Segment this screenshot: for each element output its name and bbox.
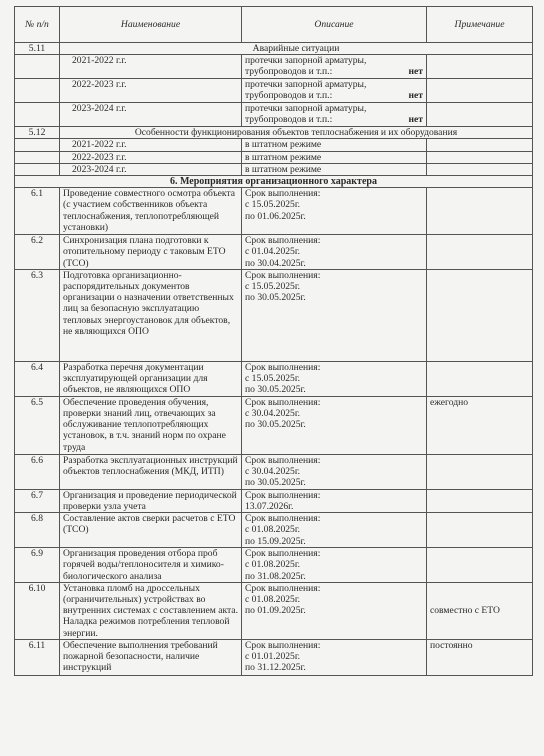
item-note: ежегодно bbox=[427, 396, 533, 454]
deadline-line: по 30.05.2025г. bbox=[245, 477, 306, 489]
desc-cell bbox=[242, 79, 427, 103]
header-num: № п/п bbox=[15, 7, 60, 43]
deadline-line: по 30.05.2025г. bbox=[245, 419, 306, 431]
deadline-line: по 01.09.2025г. bbox=[245, 605, 306, 617]
item-num: 6.4 bbox=[15, 361, 60, 396]
deadline-line: по 31.08.2025г. bbox=[245, 570, 306, 582]
item-name: Разработка перечня документации эксплуатирующей организации для объектов, не являющихся ОПО bbox=[60, 361, 242, 396]
desc-cell: в штатном режиме bbox=[242, 151, 427, 163]
table-row bbox=[15, 513, 533, 548]
table-row bbox=[15, 454, 533, 489]
deadline-line: с 30.04.2025г. bbox=[245, 466, 301, 478]
item-num: 6.6 bbox=[15, 454, 60, 489]
item-deadline bbox=[242, 188, 427, 235]
item-deadline bbox=[242, 548, 427, 583]
item-deadline bbox=[242, 361, 427, 396]
section-heading-row bbox=[15, 176, 533, 188]
deadline-line: Срок выполнения: bbox=[245, 513, 321, 525]
deadline-line: с 01.04.2025г. bbox=[245, 246, 301, 258]
deadline-line: по 30.05.2025г. bbox=[245, 292, 306, 304]
desc-value: нет bbox=[408, 66, 423, 78]
table-row bbox=[15, 361, 533, 396]
deadline-line: Срок выполнения: bbox=[245, 235, 321, 247]
period-label: 2023-2024 г.г. bbox=[60, 163, 242, 175]
deadline-line: Срок выполнения: bbox=[245, 361, 321, 373]
item-num: 6.10 bbox=[15, 582, 60, 639]
period-label: 2021-2022 г.г. bbox=[60, 139, 242, 151]
desc-line: трубопроводов и т.п.: bbox=[245, 114, 333, 126]
item-note bbox=[427, 361, 533, 396]
item-name: Организация и проведение периодической проверки узла учета bbox=[60, 489, 242, 512]
item-name: Составление актов сверки расчетов с ЕТО (ТСО) bbox=[60, 513, 242, 548]
deadline-line: Срок выполнения: bbox=[245, 396, 321, 408]
section-title: Аварийные ситуации bbox=[60, 43, 533, 55]
period-label: 2022-2023 г.г. bbox=[60, 79, 242, 103]
period-label: 2023-2024 г.г. bbox=[60, 103, 242, 127]
plan-table bbox=[14, 6, 533, 676]
section-title: Особенности функционирования объектов теплоснабжения и их оборудования bbox=[60, 127, 533, 139]
item-note: постоянно bbox=[427, 639, 533, 675]
header-desc: Описание bbox=[242, 7, 427, 43]
deadline-line: с 15.05.2025г. bbox=[245, 281, 301, 293]
item-note: совместно с ЕТО bbox=[427, 582, 533, 639]
deadline-line: Срок выполнения: bbox=[245, 489, 321, 501]
deadline-line: по 15.09.2025г. bbox=[245, 535, 306, 547]
deadline-line: с 15.05.2025г. bbox=[245, 373, 301, 385]
item-name: Подготовка организационно-распорядительных документов организации о назначении ответственных лиц за безопасную эксплуатацию тепловых энергоустановок для объектов, не являющихся ОПО bbox=[60, 269, 242, 361]
desc-value: нет bbox=[408, 90, 423, 102]
desc-cell bbox=[242, 103, 427, 127]
item-note bbox=[427, 235, 533, 270]
table-row bbox=[15, 79, 533, 103]
item-deadline bbox=[242, 235, 427, 270]
item-note bbox=[427, 454, 533, 489]
deadline-line: 13.07.2026г. bbox=[245, 501, 294, 513]
deadline-line: с 01.08.2025г. bbox=[245, 594, 301, 606]
item-note bbox=[427, 188, 533, 235]
item-num: 6.7 bbox=[15, 489, 60, 512]
period-label: 2021-2022 г.г. bbox=[60, 55, 242, 79]
desc-cell bbox=[242, 55, 427, 79]
desc-value: нет bbox=[408, 114, 423, 126]
desc-line: протечки запорной арматуры, bbox=[245, 103, 367, 115]
section-num: 5.12 bbox=[15, 127, 60, 139]
item-deadline bbox=[242, 582, 427, 639]
table-row bbox=[15, 188, 533, 235]
desc-line: трубопроводов и т.п.: bbox=[245, 90, 333, 102]
item-deadline bbox=[242, 513, 427, 548]
item-note bbox=[427, 513, 533, 548]
desc-cell: в штатном режиме bbox=[242, 139, 427, 151]
desc-line: протечки запорной арматуры, bbox=[245, 55, 367, 67]
table-row bbox=[15, 548, 533, 583]
item-name: Обеспечение выполнения требований пожарной безопасности, наличие инструкций bbox=[60, 639, 242, 675]
item-name: Проведение совместного осмотра объекта (с участием собственников объекта теплоснабжения, теплопотребляющей установки) bbox=[60, 188, 242, 235]
period-label: 2022-2023 г.г. bbox=[60, 151, 242, 163]
deadline-line: по 31.12.2025г. bbox=[245, 662, 306, 674]
measures-list bbox=[15, 188, 533, 676]
item-name: Синхронизация плана подготовки к отопительному периоду с таковым ЕТО (ТСО) bbox=[60, 235, 242, 270]
table-row bbox=[15, 163, 533, 175]
item-deadline bbox=[242, 396, 427, 454]
table-row bbox=[15, 489, 533, 512]
deadline-line: с 01.01.2025г. bbox=[245, 651, 301, 663]
item-name: Разработка эксплуатационных инструкций объектов теплоснабжения (МКД, ИТП) bbox=[60, 454, 242, 489]
item-num: 6.5 bbox=[15, 396, 60, 454]
deadline-line: Срок выполнения: bbox=[245, 454, 321, 466]
item-note bbox=[427, 269, 533, 361]
desc-line: трубопроводов и т.п.: bbox=[245, 66, 333, 78]
item-num: 6.3 bbox=[15, 269, 60, 361]
deadline-line: по 30.05.2025г. bbox=[245, 384, 306, 396]
deadline-line: Срок выполнения: bbox=[245, 188, 321, 200]
item-num: 6.8 bbox=[15, 513, 60, 548]
deadline-line: с 01.08.2025г. bbox=[245, 524, 301, 536]
item-num: 6.9 bbox=[15, 548, 60, 583]
item-name: Установка пломб на дроссельных (ограничительных) устройствах во внутренних системах с составлением акта. Наладка режимов потребления тепловой энергии. bbox=[60, 582, 242, 639]
desc-line: протечки запорной арматуры, bbox=[245, 79, 367, 91]
table-row bbox=[15, 582, 533, 639]
deadline-line: с 15.05.2025г. bbox=[245, 199, 301, 211]
table-row bbox=[15, 139, 533, 151]
section-row bbox=[15, 127, 533, 139]
deadline-line: по 30.04.2025г. bbox=[245, 257, 306, 269]
item-num: 6.1 bbox=[15, 188, 60, 235]
deadline-line: с 30.04.2025г. bbox=[245, 408, 301, 420]
item-num: 6.11 bbox=[15, 639, 60, 675]
table-row bbox=[15, 235, 533, 270]
item-name: Организация проведения отбора проб горячей воды/теплоносителя и химико-биологического анализа bbox=[60, 548, 242, 583]
table-row bbox=[15, 55, 533, 79]
item-note bbox=[427, 548, 533, 583]
item-deadline bbox=[242, 489, 427, 512]
table-row bbox=[15, 103, 533, 127]
item-deadline bbox=[242, 269, 427, 361]
item-num: 6.2 bbox=[15, 235, 60, 270]
deadline-line: с 01.08.2025г. bbox=[245, 559, 301, 571]
deadline-line: по 01.06.2025г. bbox=[245, 210, 306, 222]
table-header-row bbox=[15, 7, 533, 43]
section-num: 5.11 bbox=[15, 43, 60, 55]
desc-cell: в штатном режиме bbox=[242, 163, 427, 175]
table-row bbox=[15, 396, 533, 454]
item-deadline bbox=[242, 454, 427, 489]
item-note bbox=[427, 489, 533, 512]
document-page bbox=[14, 6, 532, 676]
deadline-line: Срок выполнения: bbox=[245, 548, 321, 560]
deadline-line: Срок выполнения: bbox=[245, 582, 321, 594]
table-row bbox=[15, 639, 533, 675]
section-row bbox=[15, 43, 533, 55]
item-deadline bbox=[242, 639, 427, 675]
section-heading: 6. Мероприятия организационного характера bbox=[15, 176, 533, 188]
header-name: Наименование bbox=[60, 7, 242, 43]
deadline-line: Срок выполнения: bbox=[245, 639, 321, 651]
item-name: Обеспечение проведения обучения, проверки знаний лиц, отвечающих за обслуживание теплопотребляющих установок, в т.ч. знаний норм по охране труда bbox=[60, 396, 242, 454]
table-row bbox=[15, 151, 533, 163]
table-row bbox=[15, 269, 533, 361]
header-note: Примечание bbox=[427, 7, 533, 43]
deadline-line: Срок выполнения: bbox=[245, 269, 321, 281]
